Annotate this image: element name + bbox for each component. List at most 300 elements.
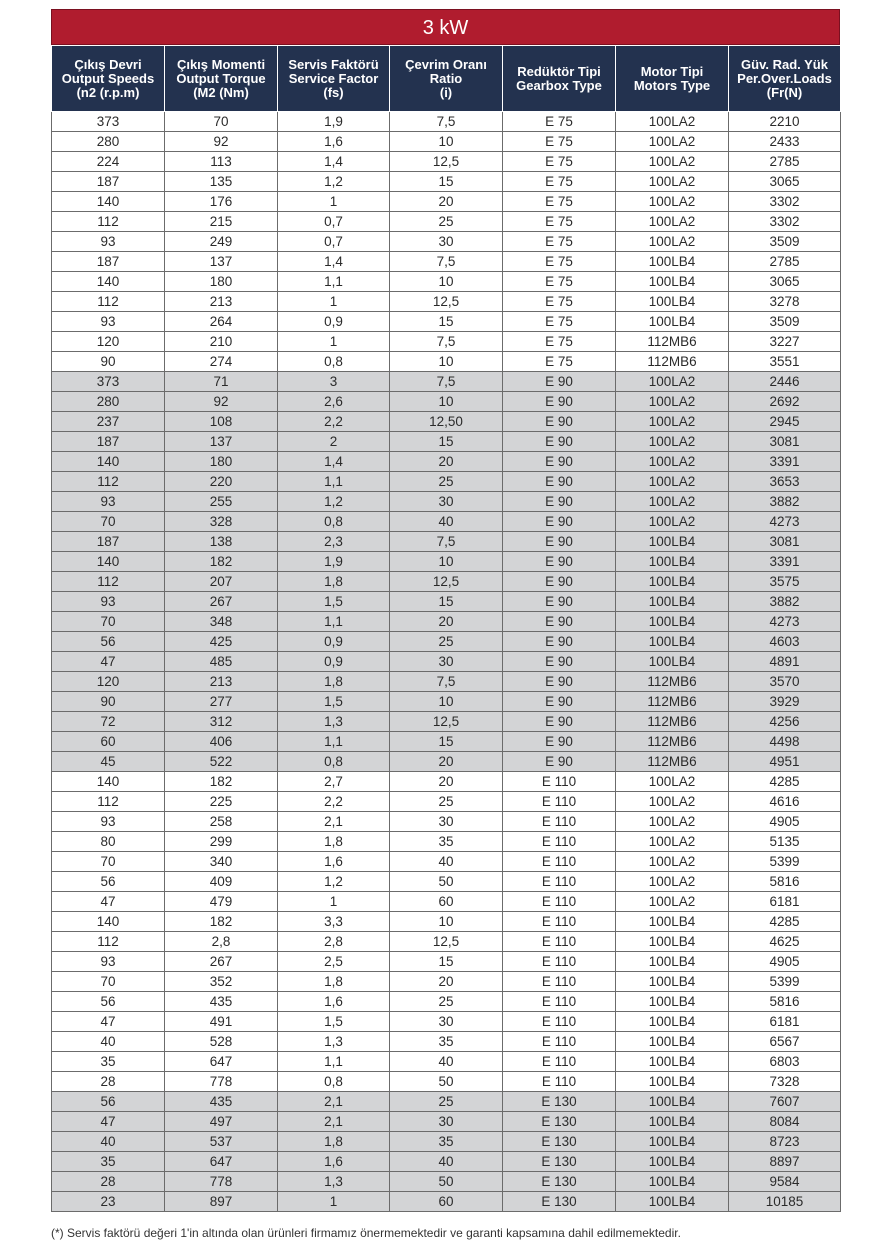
output-speed-cell: 140 (52, 552, 165, 572)
overload-cell: 4951 (729, 752, 841, 772)
ratio-cell: 30 (390, 1112, 503, 1132)
table-row (52, 112, 841, 132)
service-factor-cell: 0,8 (278, 512, 390, 532)
service-factor-cell: 1,3 (278, 1032, 390, 1052)
overload-cell: 4285 (729, 912, 841, 932)
motor-type-cell: 100LB4 (616, 1192, 729, 1212)
overload-cell: 3391 (729, 552, 841, 572)
header-line: Çıkış Devri (74, 56, 142, 72)
service-factor-cell: 1,4 (278, 152, 390, 172)
motor-type-cell: 100LB4 (616, 1052, 729, 1072)
ratio-cell: 40 (390, 852, 503, 872)
ratio-cell: 30 (390, 492, 503, 512)
gearbox-type-cell: E 75 (503, 172, 616, 192)
overload-cell: 9584 (729, 1172, 841, 1192)
table-row (52, 192, 841, 212)
output-speed-cell: 47 (52, 1012, 165, 1032)
header-line: (fs) (323, 84, 344, 100)
output-speed-cell: 280 (52, 392, 165, 412)
table-row (52, 652, 841, 672)
header-line: Servis Faktörü (288, 56, 379, 72)
output-torque-cell: 213 (165, 292, 278, 312)
header-line: (Fr(N) (766, 84, 803, 100)
output-torque-cell: 225 (165, 792, 278, 812)
ratio-cell: 12,5 (390, 572, 503, 592)
header-line: Per.Over.Loads (737, 70, 832, 86)
ratio-cell: 40 (390, 512, 503, 532)
table-row (52, 732, 841, 752)
overload-cell: 4905 (729, 952, 841, 972)
table-header (52, 46, 841, 112)
ratio-header (390, 46, 503, 112)
table-row (52, 1012, 841, 1032)
table-row (52, 452, 841, 472)
overload-cell: 4625 (729, 932, 841, 952)
output-torque-cell: 528 (165, 1032, 278, 1052)
gearbox-type-cell: E 75 (503, 112, 616, 132)
output-speed-cell: 90 (52, 352, 165, 372)
table-row (52, 592, 841, 612)
motor-type-cell: 112MB6 (616, 352, 729, 372)
ratio-cell: 35 (390, 832, 503, 852)
overload-cell: 5399 (729, 972, 841, 992)
gearbox-type-cell: E 90 (503, 472, 616, 492)
table-body (52, 112, 841, 1212)
output-torque-cell: 409 (165, 872, 278, 892)
gearbox-type-cell: E 110 (503, 1032, 616, 1052)
table-row (52, 1132, 841, 1152)
output-torque-cell: 328 (165, 512, 278, 532)
service-factor-cell: 1,3 (278, 1172, 390, 1192)
overload-cell: 2210 (729, 112, 841, 132)
service-factor-cell: 2,1 (278, 812, 390, 832)
motor-type-cell: 100LB4 (616, 992, 729, 1012)
ratio-cell: 20 (390, 772, 503, 792)
motor-type-cell: 100LA2 (616, 192, 729, 212)
motor-type-cell: 100LB4 (616, 552, 729, 572)
overload-cell: 3509 (729, 312, 841, 332)
output-torque-cell: 176 (165, 192, 278, 212)
overload-cell: 2433 (729, 132, 841, 152)
header-line: Service Factor (288, 70, 379, 86)
service-factor-cell: 1,6 (278, 852, 390, 872)
output-torque-cell: 138 (165, 532, 278, 552)
motor-type-cell: 100LB4 (616, 652, 729, 672)
table-row (52, 752, 841, 772)
output-speed-cell: 70 (52, 852, 165, 872)
ratio-cell: 12,50 (390, 412, 503, 432)
ratio-cell: 30 (390, 232, 503, 252)
service-factor-cell: 1,2 (278, 172, 390, 192)
output-speed-cell: 112 (52, 472, 165, 492)
service-factor-cell: 0,7 (278, 232, 390, 252)
ratio-cell: 50 (390, 1072, 503, 1092)
output-torque-cell: 435 (165, 992, 278, 1012)
motor-type-cell: 100LB4 (616, 912, 729, 932)
output-speed-cell: 93 (52, 312, 165, 332)
output-speed-cell: 47 (52, 652, 165, 672)
overload-cell: 3081 (729, 532, 841, 552)
table-row (52, 532, 841, 552)
motor-type-cell: 100LA2 (616, 412, 729, 432)
service-factor-header (278, 46, 390, 112)
table-row (52, 892, 841, 912)
overload-cell: 3509 (729, 232, 841, 252)
output-torque-cell: 312 (165, 712, 278, 732)
gearbox-type-cell: E 90 (503, 432, 616, 452)
gearbox-type-cell: E 90 (503, 452, 616, 472)
motor-type-cell: 100LA2 (616, 432, 729, 452)
output-torque-cell: 92 (165, 132, 278, 152)
overload-cell: 4498 (729, 732, 841, 752)
header-line: Output Torque (176, 70, 266, 86)
overload-cell: 4285 (729, 772, 841, 792)
output-torque-cell: 210 (165, 332, 278, 352)
gearbox-type-cell: E 130 (503, 1092, 616, 1112)
output-speed-cell: 23 (52, 1192, 165, 1212)
output-torque-cell: 255 (165, 492, 278, 512)
ratio-cell: 40 (390, 1152, 503, 1172)
output-torque-cell: 137 (165, 432, 278, 452)
service-factor-cell: 1,8 (278, 1132, 390, 1152)
output-speed-cell: 45 (52, 752, 165, 772)
gearbox-type-cell: E 90 (503, 632, 616, 652)
output-torque-cell: 180 (165, 272, 278, 292)
table-row (52, 1152, 841, 1172)
table-row (52, 992, 841, 1012)
service-factor-cell: 1,6 (278, 132, 390, 152)
motor-type-cell: 112MB6 (616, 712, 729, 732)
overload-cell: 3302 (729, 212, 841, 232)
overload-cell: 5816 (729, 872, 841, 892)
output-speed-cell: 373 (52, 372, 165, 392)
table-row (52, 1112, 841, 1132)
overload-cell: 2446 (729, 372, 841, 392)
overload-cell: 3653 (729, 472, 841, 492)
gearbox-type-cell: E 90 (503, 392, 616, 412)
output-speed-cell: 120 (52, 672, 165, 692)
table-row (52, 792, 841, 812)
service-factor-cell: 1,4 (278, 252, 390, 272)
output-speed-cell: 56 (52, 992, 165, 1012)
service-factor-cell: 2,8 (278, 932, 390, 952)
output-speed-cell: 112 (52, 572, 165, 592)
gearbox-spec-table (51, 45, 841, 1212)
table-row (52, 612, 841, 632)
ratio-cell: 15 (390, 952, 503, 972)
service-factor-cell: 0,9 (278, 652, 390, 672)
motor-type-cell: 100LA2 (616, 132, 729, 152)
motor-type-cell: 100LB4 (616, 1112, 729, 1132)
table-row (52, 812, 841, 832)
output-speed-cell: 56 (52, 1092, 165, 1112)
service-factor-cell: 1,2 (278, 872, 390, 892)
output-torque-cell: 182 (165, 772, 278, 792)
header-line: Çevrim Oranı (405, 56, 487, 72)
table-row (52, 692, 841, 712)
output-speed-cell: 237 (52, 412, 165, 432)
service-factor-cell: 1,4 (278, 452, 390, 472)
overload-cell: 8897 (729, 1152, 841, 1172)
gearbox-type-cell: E 90 (503, 372, 616, 392)
table-row (52, 972, 841, 992)
output-speed-cell: 93 (52, 812, 165, 832)
motor-type-cell: 100LB4 (616, 1152, 729, 1172)
ratio-cell: 20 (390, 452, 503, 472)
service-factor-cell: 2,6 (278, 392, 390, 412)
table-row (52, 232, 841, 252)
header-line: Motor Tipi (640, 63, 704, 79)
ratio-cell: 30 (390, 812, 503, 832)
ratio-cell: 35 (390, 1132, 503, 1152)
table-row (52, 1032, 841, 1052)
ratio-cell: 10 (390, 272, 503, 292)
output-torque-cell: 2,8 (165, 932, 278, 952)
output-speed-header (52, 46, 165, 112)
ratio-cell: 10 (390, 392, 503, 412)
output-speed-cell: 56 (52, 632, 165, 652)
gearbox-type-cell: E 75 (503, 292, 616, 312)
table-row (52, 492, 841, 512)
service-factor-cell: 1 (278, 292, 390, 312)
motor-type-cell: 100LA2 (616, 872, 729, 892)
output-speed-cell: 47 (52, 892, 165, 912)
gearbox-type-cell: E 110 (503, 892, 616, 912)
overload-cell: 8084 (729, 1112, 841, 1132)
output-torque-cell: 182 (165, 552, 278, 572)
gearbox-type-cell: E 110 (503, 952, 616, 972)
output-speed-cell: 35 (52, 1052, 165, 1072)
ratio-cell: 7,5 (390, 672, 503, 692)
table-row (52, 292, 841, 312)
motor-type-cell: 100LB4 (616, 1172, 729, 1192)
ratio-cell: 30 (390, 1012, 503, 1032)
header-line: Güv. Rad. Yük (741, 56, 828, 72)
ratio-cell: 10 (390, 352, 503, 372)
overload-cell: 2785 (729, 252, 841, 272)
overload-cell: 8723 (729, 1132, 841, 1152)
output-speed-cell: 187 (52, 252, 165, 272)
motor-type-cell: 100LA2 (616, 852, 729, 872)
table-row (52, 952, 841, 972)
table-row (52, 212, 841, 232)
service-factor-cell: 1,8 (278, 672, 390, 692)
service-factor-cell: 0,8 (278, 1072, 390, 1092)
gearbox-type-cell: E 110 (503, 1012, 616, 1032)
output-torque-cell: 71 (165, 372, 278, 392)
output-torque-cell: 249 (165, 232, 278, 252)
gearbox-type-cell: E 90 (503, 752, 616, 772)
gearbox-type-cell: E 75 (503, 272, 616, 292)
overload-cell: 6181 (729, 1012, 841, 1032)
table-row (52, 132, 841, 152)
ratio-cell: 7,5 (390, 532, 503, 552)
gearbox-type-cell: E 90 (503, 612, 616, 632)
output-speed-cell: 112 (52, 212, 165, 232)
output-torque-cell: 220 (165, 472, 278, 492)
motor-type-cell: 100LA2 (616, 212, 729, 232)
output-torque-cell: 897 (165, 1192, 278, 1212)
table-row (52, 772, 841, 792)
table-row (52, 572, 841, 592)
output-speed-cell: 93 (52, 592, 165, 612)
service-factor-cell: 1 (278, 192, 390, 212)
output-speed-cell: 112 (52, 292, 165, 312)
table-row (52, 1052, 841, 1072)
motor-type-cell: 100LA2 (616, 472, 729, 492)
service-factor-cell: 1,8 (278, 972, 390, 992)
overload-cell: 2945 (729, 412, 841, 432)
overload-cell: 4616 (729, 792, 841, 812)
ratio-cell: 7,5 (390, 252, 503, 272)
output-speed-cell: 28 (52, 1172, 165, 1192)
gearbox-type-cell: E 75 (503, 352, 616, 372)
motor-type-cell: 100LA2 (616, 392, 729, 412)
service-factor-cell: 0,9 (278, 312, 390, 332)
ratio-cell: 50 (390, 872, 503, 892)
service-factor-cell: 1,6 (278, 1152, 390, 1172)
ratio-cell: 20 (390, 752, 503, 772)
header-line: Output Speeds (61, 70, 155, 86)
service-factor-cell: 2,1 (278, 1092, 390, 1112)
output-torque-cell: 348 (165, 612, 278, 632)
ratio-cell: 25 (390, 992, 503, 1012)
service-factor-cell: 2,2 (278, 792, 390, 812)
output-torque-cell: 406 (165, 732, 278, 752)
gearbox-type-cell: E 90 (503, 732, 616, 752)
header-line: Gearbox Type (516, 77, 602, 93)
gearbox-type-cell: E 130 (503, 1112, 616, 1132)
gearbox-type-cell: E 90 (503, 712, 616, 732)
header-line: Ratio (429, 70, 463, 86)
table-row (52, 852, 841, 872)
footnote: (*) Servis faktörü değeri 1'in altında olan ürünleri firmamız önermemektedir ve garanti kapsamına dahil edilmemektedir. (51, 1226, 681, 1240)
ratio-cell: 35 (390, 1032, 503, 1052)
service-factor-cell: 1,3 (278, 712, 390, 732)
gearbox-type-cell: E 90 (503, 412, 616, 432)
output-torque-cell: 264 (165, 312, 278, 332)
output-torque-cell: 92 (165, 392, 278, 412)
gearbox-type-cell: E 90 (503, 572, 616, 592)
motor-type-cell: 100LB4 (616, 532, 729, 552)
overload-cell: 4905 (729, 812, 841, 832)
ratio-cell: 15 (390, 592, 503, 612)
service-factor-cell: 2,7 (278, 772, 390, 792)
motor-type-cell: 100LB4 (616, 632, 729, 652)
header-line: Motors Type (633, 77, 711, 93)
ratio-cell: 12,5 (390, 152, 503, 172)
overload-cell: 3551 (729, 352, 841, 372)
overload-cell: 3929 (729, 692, 841, 712)
table-row (52, 392, 841, 412)
motor-type-cell: 100LB4 (616, 1012, 729, 1032)
motor-type-cell: 100LA2 (616, 452, 729, 472)
overload-cell: 10185 (729, 1192, 841, 1212)
service-factor-cell: 1,5 (278, 592, 390, 612)
ratio-cell: 60 (390, 1192, 503, 1212)
output-speed-cell: 40 (52, 1132, 165, 1152)
motor-type-cell: 100LB4 (616, 312, 729, 332)
output-speed-cell: 28 (52, 1072, 165, 1092)
table-row (52, 472, 841, 492)
service-factor-cell: 0,7 (278, 212, 390, 232)
gearbox-type-cell: E 110 (503, 1052, 616, 1072)
overload-cell: 4256 (729, 712, 841, 732)
service-factor-cell: 1,1 (278, 272, 390, 292)
output-speed-cell: 47 (52, 1112, 165, 1132)
output-torque-cell: 135 (165, 172, 278, 192)
output-torque-cell: 108 (165, 412, 278, 432)
service-factor-cell: 1,8 (278, 832, 390, 852)
output-speed-cell: 70 (52, 512, 165, 532)
motor-type-cell: 100LB4 (616, 1092, 729, 1112)
motor-type-cell: 100LB4 (616, 972, 729, 992)
motor-type-cell: 100LA2 (616, 152, 729, 172)
service-factor-cell: 1,9 (278, 112, 390, 132)
gearbox-type-cell: E 75 (503, 152, 616, 172)
motor-type-cell: 100LB4 (616, 272, 729, 292)
output-torque-cell: 70 (165, 112, 278, 132)
overload-header (729, 46, 841, 112)
output-torque-cell: 352 (165, 972, 278, 992)
output-speed-cell: 72 (52, 712, 165, 732)
table-row (52, 352, 841, 372)
gearbox-type-cell: E 110 (503, 992, 616, 1012)
output-torque-cell: 207 (165, 572, 278, 592)
motor-type-cell: 100LA2 (616, 772, 729, 792)
overload-cell: 5399 (729, 852, 841, 872)
table-row (52, 1092, 841, 1112)
motor-type-cell: 100LB4 (616, 592, 729, 612)
gearbox-type-cell: E 110 (503, 812, 616, 832)
service-factor-cell: 1,1 (278, 1052, 390, 1072)
output-torque-cell: 274 (165, 352, 278, 372)
motor-type-cell: 100LB4 (616, 1132, 729, 1152)
service-factor-cell: 2,2 (278, 412, 390, 432)
motor-type-cell: 100LA2 (616, 492, 729, 512)
overload-cell: 7607 (729, 1092, 841, 1112)
table-row (52, 252, 841, 272)
ratio-cell: 12,5 (390, 712, 503, 732)
output-speed-cell: 56 (52, 872, 165, 892)
service-factor-cell: 1 (278, 1192, 390, 1212)
gearbox-type-cell: E 110 (503, 852, 616, 872)
output-speed-cell: 140 (52, 192, 165, 212)
overload-cell: 4891 (729, 652, 841, 672)
output-speed-cell: 35 (52, 1152, 165, 1172)
gearbox-type-cell: E 130 (503, 1132, 616, 1152)
overload-cell: 6567 (729, 1032, 841, 1052)
table-row (52, 912, 841, 932)
output-speed-cell: 140 (52, 772, 165, 792)
ratio-cell: 12,5 (390, 292, 503, 312)
table-row (52, 672, 841, 692)
gearbox-type-cell: E 90 (503, 532, 616, 552)
overload-cell: 3081 (729, 432, 841, 452)
motor-type-cell: 100LB4 (616, 932, 729, 952)
ratio-cell: 25 (390, 792, 503, 812)
overload-cell: 4273 (729, 512, 841, 532)
overload-cell: 3302 (729, 192, 841, 212)
header-line: (n2 (r.p.m) (76, 84, 140, 100)
output-speed-cell: 93 (52, 952, 165, 972)
gearbox-type-cell: E 110 (503, 872, 616, 892)
motor-type-cell: 112MB6 (616, 752, 729, 772)
output-torque-cell: 113 (165, 152, 278, 172)
output-speed-cell: 60 (52, 732, 165, 752)
output-torque-cell: 435 (165, 1092, 278, 1112)
motor-type-cell: 100LA2 (616, 112, 729, 132)
